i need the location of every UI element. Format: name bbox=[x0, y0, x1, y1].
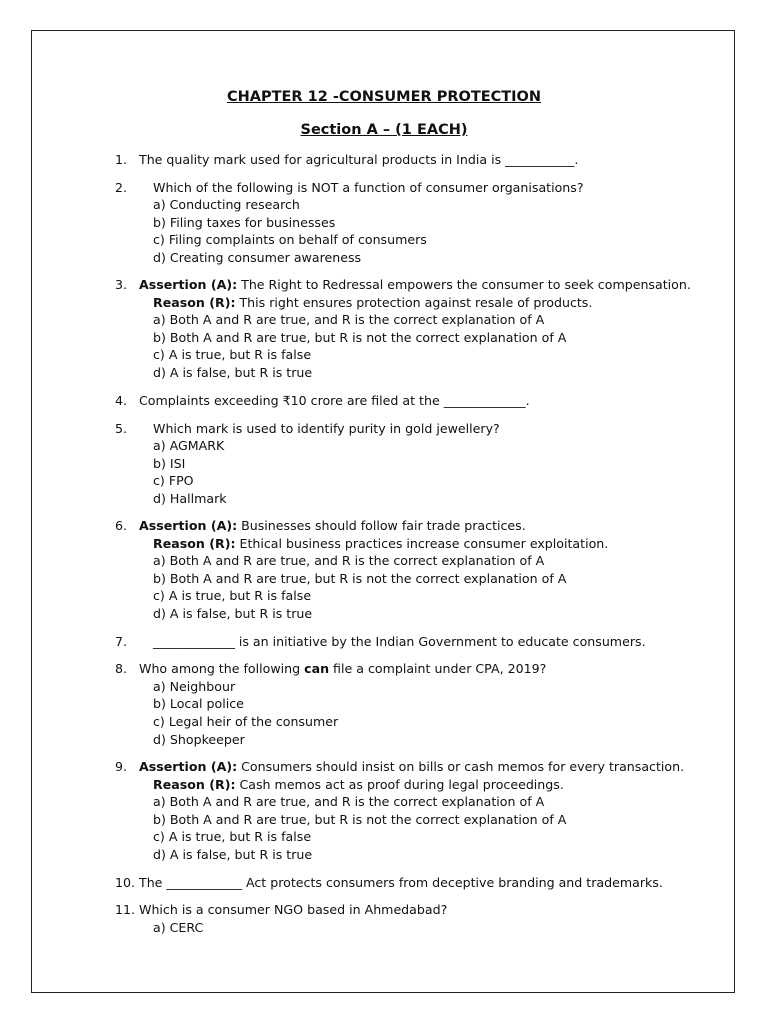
question-text: Which of the following is NOT a function of consumer organisations? bbox=[153, 180, 584, 195]
option: a) Both A and R are true, and R is the correct explanation of A bbox=[153, 794, 545, 809]
question-number: 7. bbox=[115, 634, 128, 649]
reason-line bbox=[153, 777, 564, 793]
question-number: 11. bbox=[115, 902, 136, 917]
assertion-line bbox=[139, 518, 526, 534]
section-heading: Section A – (1 EACH) bbox=[300, 122, 468, 138]
option: b) Both A and R are true, but R is not the correct explanation of A bbox=[153, 330, 567, 345]
option: b) Local police bbox=[153, 696, 244, 711]
assertion-text: Businesses should follow fair trade practices. bbox=[237, 518, 526, 533]
reason-text: Ethical business practices increase consumer exploitation. bbox=[235, 536, 609, 551]
question-text: Which mark is used to identify purity in gold jewellery? bbox=[153, 421, 500, 436]
option: b) Both A and R are true, but R is not the correct explanation of A bbox=[153, 812, 567, 827]
option: a) CERC bbox=[153, 920, 204, 935]
option: b) Filing taxes for businesses bbox=[153, 215, 336, 230]
option: c) A is true, but R is false bbox=[153, 588, 312, 603]
option: c) FPO bbox=[153, 473, 194, 488]
option: d) A is false, but R is true bbox=[153, 365, 313, 380]
question-number: 6. bbox=[115, 518, 128, 533]
assertion-text: Consumers should insist on bills or cash memos for every transaction. bbox=[237, 759, 685, 774]
question-number: 3. bbox=[115, 277, 128, 292]
question-number: 5. bbox=[115, 421, 128, 436]
question-text: Which is a consumer NGO based in Ahmedabad? bbox=[139, 902, 448, 917]
question-number: 1. bbox=[115, 152, 128, 167]
option: c) Filing complaints on behalf of consumers bbox=[153, 232, 427, 247]
question-number: 9. bbox=[115, 759, 128, 774]
question-text: The quality mark used for agricultural products in India is ___________. bbox=[139, 152, 579, 167]
page-border bbox=[31, 30, 735, 993]
reason-line bbox=[153, 536, 608, 552]
option: c) A is true, but R is false bbox=[153, 347, 312, 362]
question-text-start: Who among the following bbox=[139, 661, 305, 676]
option: c) Legal heir of the consumer bbox=[153, 714, 339, 729]
option: d) Hallmark bbox=[153, 491, 227, 506]
option: d) Shopkeeper bbox=[153, 732, 245, 747]
assertion-label: Assertion (A): bbox=[139, 759, 238, 774]
question-text bbox=[139, 661, 546, 677]
assertion-label: Assertion (A): bbox=[139, 518, 238, 533]
question-number: 4. bbox=[115, 393, 128, 408]
option: a) Neighbour bbox=[153, 679, 236, 694]
reason-text: This right ensures protection against resale of products. bbox=[235, 295, 593, 310]
page-title: CHAPTER 12 -CONSUMER PROTECTION bbox=[226, 89, 542, 105]
assertion-line bbox=[139, 277, 691, 293]
assertion-line bbox=[139, 759, 684, 775]
assertion-text: The Right to Redressal empowers the consumer to seek compensation. bbox=[237, 277, 691, 292]
option: a) AGMARK bbox=[153, 438, 225, 453]
option: d) A is false, but R is true bbox=[153, 847, 313, 862]
option: b) ISI bbox=[153, 456, 186, 471]
question-number: 8. bbox=[115, 661, 128, 676]
option: a) Both A and R are true, and R is the correct explanation of A bbox=[153, 312, 545, 327]
question-number: 10. bbox=[115, 875, 136, 890]
option: d) A is false, but R is true bbox=[153, 606, 313, 621]
reason-text: Cash memos act as proof during legal proceedings. bbox=[235, 777, 564, 792]
question-text: Complaints exceeding ₹10 crore are filed at the _____________. bbox=[139, 393, 530, 408]
option: c) A is true, but R is false bbox=[153, 829, 312, 844]
question-text: _____________ is an initiative by the Indian Government to educate consumers. bbox=[153, 634, 646, 649]
question-number: 2. bbox=[115, 180, 128, 195]
reason-line bbox=[153, 295, 592, 311]
option: a) Conducting research bbox=[153, 197, 300, 212]
option: a) Both A and R are true, and R is the correct explanation of A bbox=[153, 553, 545, 568]
option: d) Creating consumer awareness bbox=[153, 250, 362, 265]
reason-label: Reason (R): bbox=[153, 777, 236, 792]
question-text: The ____________ Act protects consumers from deceptive branding and trademarks. bbox=[139, 875, 663, 890]
reason-label: Reason (R): bbox=[153, 536, 236, 551]
option: b) Both A and R are true, but R is not the correct explanation of A bbox=[153, 571, 567, 586]
emphasis-word: can bbox=[304, 661, 330, 676]
assertion-label: Assertion (A): bbox=[139, 277, 238, 292]
question-text-end: file a complaint under CPA, 2019? bbox=[329, 661, 547, 676]
reason-label: Reason (R): bbox=[153, 295, 236, 310]
